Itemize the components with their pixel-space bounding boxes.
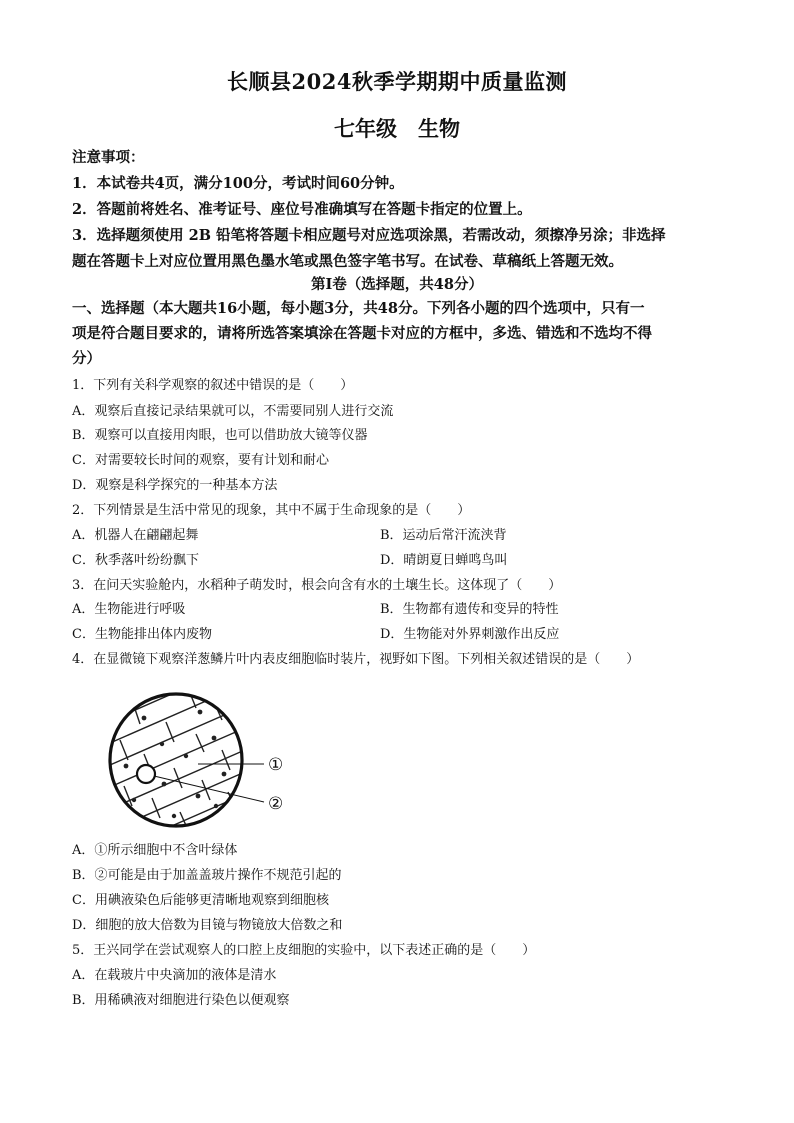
- figure-label-1: ①: [268, 755, 284, 775]
- notice-item: 1．本试卷共4页，满分100分，考试时间60分钟。: [72, 175, 404, 192]
- question-2-option-d: D．晴朗夏日蝉鸣鸟叫: [380, 553, 508, 568]
- notice-item: 3．选择题须使用 2B 铅笔将答题卡相应题号对应选项涂黑，若需改动，须擦净另涂；非选择: [72, 227, 666, 244]
- question-2-option-c: C．秋季落叶纷纷飘下: [72, 553, 199, 568]
- section-instructions-line: 项是符合题目要求的，请将所选答案填涂在答题卡对应的方框中，多选、错选和不选均不得: [72, 325, 652, 342]
- section-title: 第Ⅰ卷（选择题，共48分）: [311, 276, 483, 293]
- air-bubble: [137, 765, 155, 783]
- section-instructions-line: 一、选择题（本大题共16小题，每小题3分，共48分。下列各小题的四个选项中，只有一: [72, 300, 645, 317]
- question-4-stem: 4．在显微镜下观察洋葱鳞片叶内表皮细胞临时装片，视野如下图。下列相关叙述错误的是（ ）: [72, 652, 640, 667]
- question-3-option-c: C．生物能排出体内废物: [72, 627, 212, 642]
- question-4-option-c: C．用碘液染色后能够更清晰地观察到细胞核: [72, 893, 329, 908]
- question-5-option-b: B．用稀碘液对细胞进行染色以便观察: [72, 993, 290, 1008]
- section-instructions: [72, 296, 728, 371]
- question-3-option-d: D．生物能对外界刺激作出反应: [380, 627, 560, 642]
- question-4-option-d: D．细胞的放大倍数为目镜与物镜放大倍数之和: [72, 918, 343, 933]
- exam-subtitle: 七年级 生物: [334, 116, 460, 141]
- question-5-stem: 5．王兴同学在尝试观察人的口腔上皮细胞的实验中，以下表述正确的是（ ）: [72, 943, 536, 958]
- exam-title: 长顺县2024秋季学期期中质量监测: [227, 69, 567, 94]
- notice-heading: 注意事项：: [72, 149, 145, 166]
- question-3-option-b: B．生物都有遗传和变异的特性: [380, 602, 559, 617]
- question-4-option-a: A．①所示细胞中不含叶绿体: [72, 843, 238, 858]
- onion-epidermis-cells: [104, 688, 254, 830]
- notice-block: [72, 145, 728, 275]
- question-1-option-d: D．观察是科学探究的一种基本方法: [72, 478, 278, 493]
- question-2-option-b: B．运动后常汗流浃背: [380, 528, 507, 543]
- question-4-option-b: B．②可能是由于加盖盖玻片操作不规范引起的: [72, 868, 342, 883]
- question-1-stem: 1．下列有关科学观察的叙述中错误的是（ ）: [72, 378, 354, 393]
- question-2-option-a: A．机器人在翩翩起舞: [72, 528, 199, 543]
- question-1-option-c: C．对需要较长时间的观察，要有计划和耐心: [72, 453, 329, 468]
- question-3-option-a: A．生物能进行呼吸: [72, 602, 186, 617]
- notice-item: 题在答题卡上对应位置用黑色墨水笔或黑色签字笔书写。在试卷、草稿纸上答题无效。: [72, 253, 623, 270]
- question-1-option-a: A．观察后直接记录结果就可以，不需要同别人进行交流: [72, 404, 394, 419]
- question-1-option-b: B．观察可以直接用肉眼，也可以借助放大镜等仪器: [72, 428, 368, 443]
- question-3-stem: 3．在问天实验舱内，水稻种子萌发时，根会向含有水的土壤生长。这体现了（ ）: [72, 578, 562, 593]
- question-2-stem: 2．下列情景是生活中常见的现象，其中不属于生命现象的是（ ）: [72, 503, 471, 518]
- question-5-option-a: A．在载玻片中央滴加的液体是清水: [72, 968, 277, 983]
- notice-item: 2．答题前将姓名、准考证号、座位号准确填写在答题卡指定的位置上。: [72, 201, 532, 218]
- section-instructions-line: 分）: [72, 350, 101, 367]
- figure-label-2: ②: [268, 794, 284, 814]
- microscope-field-figure: [104, 688, 304, 830]
